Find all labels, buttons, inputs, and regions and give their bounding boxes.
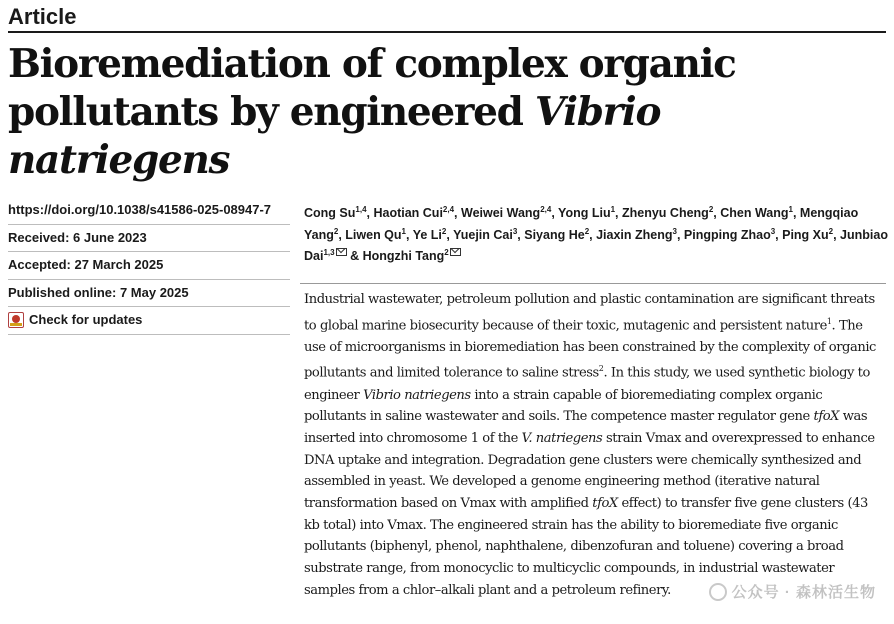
author-affiliation: 3 <box>672 226 677 236</box>
abstract-text <box>304 289 884 602</box>
author-affiliation: 1,3 <box>323 248 335 258</box>
article-title <box>8 40 888 184</box>
watermark-text: 公众号 · 森林活生物 <box>731 584 876 601</box>
abstract-segment: strain Vmax and overexpressed to enhance DNA uptake and integration. Degradation gene clusters were chemically synthesized and assembled in yeast. We developed a genome engineering method (iterative natural transformation based on Vmax with amplified <box>304 430 875 512</box>
author-name[interactable]: Junbiao Dai <box>304 227 888 264</box>
header-rule <box>8 31 886 33</box>
author-affiliation: 1 <box>788 205 793 214</box>
author-name[interactable]: Jiaxin Zheng <box>596 227 673 242</box>
author-name[interactable]: Zhenyu Cheng <box>622 206 709 221</box>
title-species: Vibrio natriegens <box>8 89 661 183</box>
author-name[interactable]: Yuejin Cai <box>453 227 513 242</box>
email-icon[interactable] <box>336 248 347 256</box>
author-affiliation: 2 <box>441 226 447 236</box>
author-name[interactable]: Pingping Zhao <box>683 227 771 242</box>
author-name[interactable]: Yong Liu <box>558 206 611 221</box>
author-affiliation: 1 <box>610 205 616 214</box>
abstract-segment: . The use of microorganisms in bioremediation has been constrained by the complexity of organic pollutants and limited tolerance to saline stress <box>304 318 876 381</box>
author-affiliation: 2 <box>584 226 590 236</box>
author-name[interactable]: Hongzhi Tang <box>362 249 445 264</box>
abstract-segment: effect) to transfer five gene clusters (43 kb total) into Vmax. The engineered strain has the ability to bioremediate five organic pollutants (biphenyl, phenol, naphthalene, dibenzofuran and toluene) covering a broad substrate range, from monocyclic to multicyclic compounds, in industrial wastewater samples from a chlor–alkali plant and a petroleum refinery. <box>304 496 868 598</box>
abstract-rule <box>300 283 886 284</box>
author-name[interactable]: Ye Li <box>412 227 442 242</box>
abstract-segment: Industrial wastewater, petroleum pollution and plastic contamination are significant threats to global marine biosecurity because of their toxic, mutagenic and persistent nature <box>304 292 875 334</box>
received-date: Received: 6 June 2023 <box>8 224 290 252</box>
abstract-segment: into a strain capable of bioremediating complex organic pollutants in saline wastewater and soils. The competence master regulator gene <box>304 387 823 425</box>
author-affiliation: 2 <box>333 226 339 236</box>
doi-link[interactable]: https://doi.org/10.1038/s41586-025-08947-7 <box>8 202 272 217</box>
accepted-date: Accepted: 27 March 2025 <box>8 251 290 279</box>
author-name[interactable]: Siyang He <box>524 227 585 242</box>
author-name[interactable]: Weiwei Wang <box>461 206 541 221</box>
article-type-label: Article <box>8 4 77 29</box>
author-name[interactable]: Chen Wang <box>720 206 789 221</box>
watermark <box>709 581 876 602</box>
author-affiliation: 2 <box>708 205 714 214</box>
author-affiliation: 1,4 <box>355 205 367 214</box>
check-for-updates-icon <box>8 312 24 328</box>
abstract-segment: was inserted into chromosome 1 of the <box>304 409 868 446</box>
reference-marker[interactable]: 1 <box>826 316 832 326</box>
author-affiliation: 1 <box>401 226 406 236</box>
abstract-italic: tfoX <box>813 409 840 425</box>
title-text: Bioremediation of complex organic pollutants by engineered <box>8 41 736 135</box>
check-for-updates-label: Check for updates <box>29 312 143 328</box>
abstract-italic: tfoX <box>592 496 618 512</box>
check-for-updates-button[interactable] <box>8 306 290 335</box>
author-affiliation: 3 <box>770 226 776 236</box>
author-name[interactable]: Liwen Qu <box>345 227 402 242</box>
published-date: Published online: 7 May 2025 <box>8 279 290 307</box>
author-name[interactable]: Mengqiao Yang <box>304 206 859 242</box>
article-meta <box>8 197 290 335</box>
abstract-segment: . In this study, we used synthetic biology to engineer <box>304 365 870 403</box>
abstract-italic: V. natriegens <box>521 430 603 446</box>
author-affiliation: 2,4 <box>442 205 455 214</box>
author-affiliation: 2,4 <box>540 205 552 214</box>
author-list: Cong Su$^{1,4}$, Haotian Cui$^{2,4}$, Weiwei Wang$^{2,4}$, Yong Liu$^1$, Zhenyu Cheng$^2$, Chen Wang$^1$, Mengqiao Yang$^2$, Liwen Qu$^1$, Ye Li$^2$, Yuejin Cai$^3$, Siyang He$^2$, Jiaxin Zheng$^3$, Pingping Zhao$^3$, Ping Xu$^2$, Junbiao Dai$^{1,3}$ & Hongzhi Tang$^2$ <box>304 205 888 264</box>
author-name[interactable]: Cong Su <box>304 206 356 221</box>
email-icon[interactable] <box>450 248 461 256</box>
watermark-icon <box>709 583 727 601</box>
author-name[interactable]: Ping Xu <box>782 227 829 242</box>
author-affiliation: 2 <box>828 226 834 236</box>
reference-marker[interactable]: 2 <box>598 364 604 374</box>
author-joiner: & <box>350 249 363 264</box>
abstract-italic: Vibrio natriegens <box>363 387 471 403</box>
author-affiliation: 3 <box>512 226 518 236</box>
author-affiliation: 2 <box>444 248 449 258</box>
author-name[interactable]: Haotian Cui <box>373 206 443 221</box>
